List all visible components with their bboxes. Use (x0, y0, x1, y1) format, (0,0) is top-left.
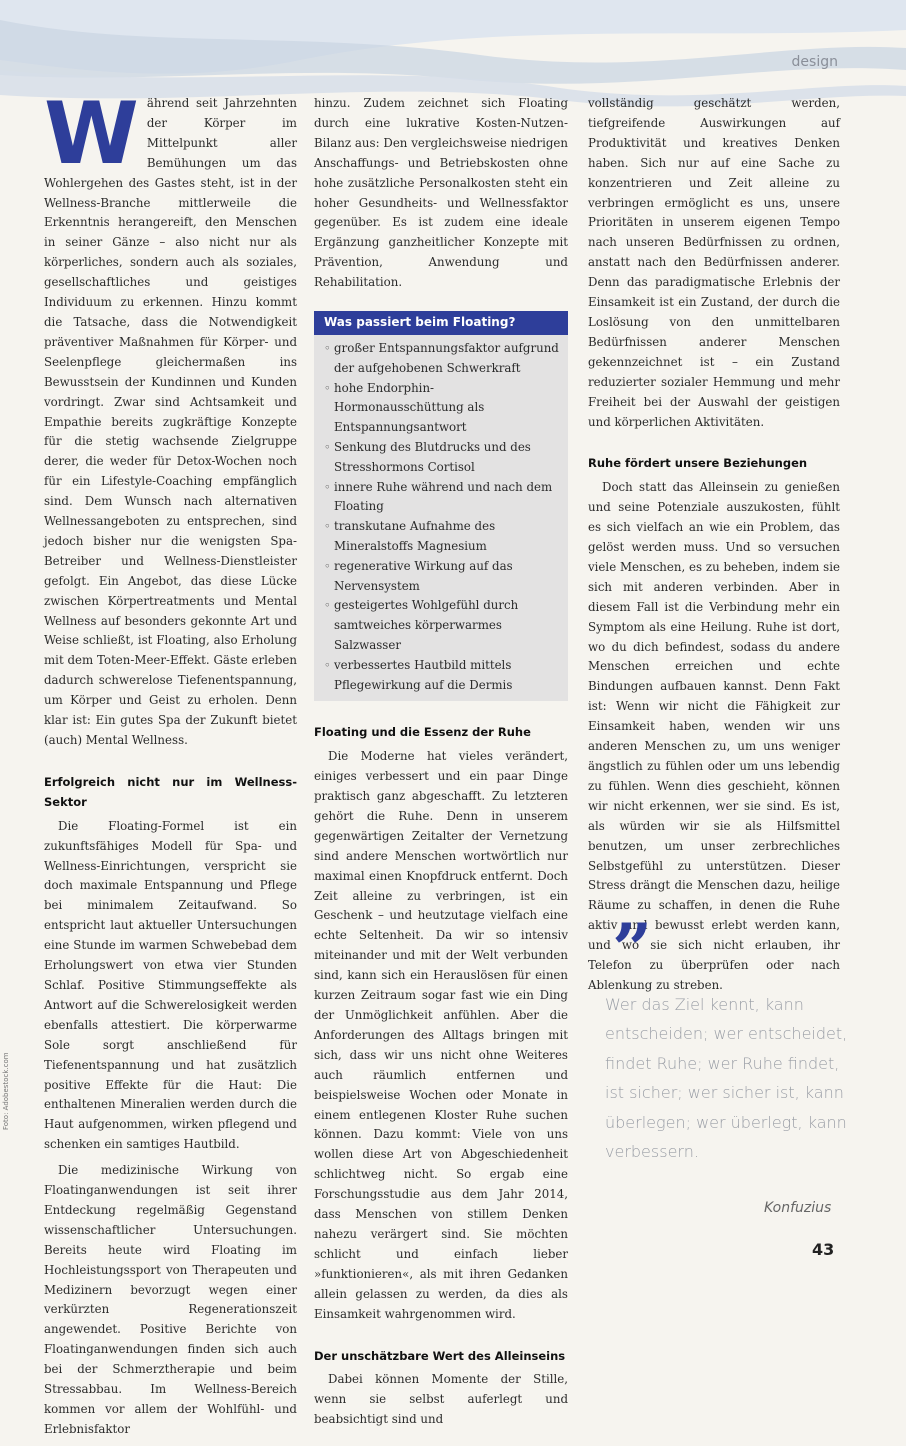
list-item: ◦ großer Entspannungsfaktor aufgrund der aufgehobenen Schwerkraft (324, 339, 560, 379)
list-item: ◦ verbessertes Hautbild mittels Pflegewirkung auf die Dermis (324, 656, 560, 696)
paragraph: Dabei können Momente der Stille, wenn sie selbst auferlegt und beabsichtigt sind und (314, 1372, 568, 1427)
paragraph: Die Floating-Formel ist ein zukunftsfähiges Modell für Spa- und Wellness-Einrichtungen, verspricht sie doch maximale Entspannung und Pflege bei minimalem Zeitaufwand. So entspricht laut aktueller Untersuchungen eine Stunde im warmen Schwebebad dem Erholungswert von etwa vier Stunden Schlaf. Positive Stimmungseffekte als Antwort auf die Schwerelosigkeit werden ebenfalls attestiert. Die körperwarme Sole sorgt anschließend für Tiefenentspannung und hat zusätzlich positive Effekte für die Haut: Die enthaltenen Mineralien werden durch die Haut aufgenommen, wirken pflegend und schenken ein samtiges Hautbild. (44, 818, 297, 1152)
paragraph: hinzu. Zudem zeichnet sich Floating durch eine lukrative Kosten-Nutzen-Bilanz aus: Den vergleichsweise niedrigen Anschaffungs- und Betriebskosten ohne hohe zusätzliche Personalkosten steht ein hoher Gesundheits- und Wellnessfaktor gegenüber. Es ist zudem eine ideale Ergänzung ganzheitlicher Konzepte mit Prävention, Anwendung und Rehabilitation. (314, 96, 568, 290)
heading-alleinsein: Der unschätzbare Wert des Alleinseins (314, 1348, 566, 1363)
list-item: ◦ gesteigertes Wohlgefühl durch samtweiches körperwarmes Salzwasser (324, 596, 560, 655)
list-item: ◦ transkutane Aufnahme des Mineralstoffs Magnesium (324, 517, 560, 557)
heading-beziehungen: Ruhe fördert unsere Beziehungen (588, 456, 808, 471)
heading-essenz-der-ruhe: Floating und die Essenz der Ruhe (314, 725, 531, 740)
dropcap: W (44, 84, 139, 184)
list-item: ◦ regenerative Wirkung auf das Nervensystem (324, 557, 560, 597)
intro-text: ährend seit Jahrzehnten der Körper im Mittelpunkt aller Bemühungen um das Wohlergehen des Gastes steht, ist in der Wellness-Branche mittlerweile die Erkenntnis herangereift, den Menschen in seiner Gänze – also nicht nur als körperliches, sondern auch als soziales, gesellschaftliches und geistiges Individuum zu erkennen. Hinzu kommt die Tatsache, dass die Notwendigkeit präventiver Maßnahmen für Körper- und Seelenpflege gleichermaßen ins Bewusstsein der Kundinnen und Kunden vordringt. Zwar sind Achtsamkeit und Empathie bereits zugkräftige Konzepte für die stetig wachsende Zielgruppe derer, die weder für Detox-Wochen noch für ein Lifestyle-Coaching empfänglich sind. Dem Wunsch nach alternativen Wellnessangeboten zu entsprechen, sind jedoch bisher nur die wenigsten Spa-Betreiber und Wellness-Dienstleister gefolgt. Ein Angebot, das diese Lücke zwischen Körpertreatments und Mental Wellness auf besonders gekonnte Art und Weise schließt, ist Floating, also Erholung mit dem Toten-Meer-Effekt. Gäste erleben dadurch schwerelose Tiefenentspannung, um Körper und Geist zu erholen. Denn klar ist: Ein gutes Spa der Zukunft bietet (auch) Mental Wellness. (44, 96, 297, 747)
info-box-list (314, 339, 568, 695)
paragraph: Doch statt das Alleinsein zu genießen und seine Potenziale auszukosten, fühlt es sich vielfach an wie ein Problem, das gelöst werden muss. Und so versuchen viele Menschen, es zu beheben, indem sie sich mit anderen verbinden. Aber in diesem Fall ist die Verbindung mehr ein Symptom als eine Heilung. Ruhe ist dort, wo du dich befindest, sodass du andere Menschen erreichen und echte Bindungen aufbauen kannst. Denn Fakt ist: Wenn wir nicht die Fähigkeit zur Einsamkeit haben, wenden wir uns anderen Menschen zu, um uns weniger ängstlich zu fühlen oder um uns lebendig zu fühlen. Wenn dies geschieht, können wir nicht erkennen, wer sie sind. Es ist, als würden wir sie als Hilfsmittel benutzen, um unser zerbrechliches Selbstgefühl zu unterstützen. Dieser Stress drängt die Menschen dazu, heilige Räume zu schaffen, in denen die Ruhe aktiv und bewusst erlebt werden kann, und wo sie sich nicht erlauben, ihr Telefon zu überprüfen oder nach Ablenkung zu streben. (588, 480, 840, 992)
list-item: ◦ Senkung des Blutdrucks und des Stresshormons Cortisol (324, 438, 560, 478)
list-item: ◦ hohe Endorphin-Hormonausschüttung als Entspannungsantwort (324, 379, 560, 438)
column-2 (314, 94, 568, 1436)
info-box (314, 311, 568, 701)
paragraph: Die medizinische Wirkung von Floatinganwendungen ist seit ihrer Entdeckung regelmäßig Gegenstand wissenschaftlicher Untersuchungen. Bereits heute wird Floating im Hochleistungssport von Therapeuten und Medizinern bevorzugt wegen einer verkürzten Regenerationszeit angewendet. Positive Berichte von Floatinganwendungen finden sich auch bei der Schmerztherapie und beim Stressabbau. Im Wellness-Bereich kommen vor allem der Wohlfühl- und Erlebnisfaktor (44, 1163, 297, 1436)
paragraph: vollständig geschätzt werden, tiefgreifende Auswirkungen auf Produktivität und kreatives Denken haben. Sich nur auf eine Sache zu konzentrieren und Zeit alleine zu verbringen ermöglicht es uns, unsere Prioritäten in unserem eigenen Tempo nach unseren Bedürfnissen zu ordnen, anstatt nach den Bedürfnissen anderer. Denn das paradigmatische Erlebnis der Einsamkeit ist ein Zustand, der durch die Loslösung von den unmittelbaren Bedürfnissen anderer Menschen gekennzeichnet ist – ein Zustand reduzierter sozialer Hemmung und mehr Freiheit bei der Auswahl der geistigen und körperlichen Aktivitäten. (588, 96, 840, 429)
section-tag: design (791, 54, 838, 70)
list-item: ◦ innere Ruhe während und nach dem Floating (324, 478, 560, 518)
pull-quote: Wer das Ziel kennt, kann entscheiden; wer entscheidet, findet Ruhe; wer Ruhe findet, ist sicher; wer sicher ist, kann überlegen; wer überlegt, kann verbessern. (605, 995, 848, 1162)
heading-wellness-sektor: Erfolgreich nicht nur im Wellness-Sektor (44, 774, 297, 809)
column-1 (44, 84, 297, 1446)
photo-credit: Foto: Adobestock.com (2, 1052, 10, 1130)
paragraph: Die Moderne hat vieles verändert, einiges verbessert und ein paar Dinge praktisch ganz abgeschafft. Zu letzteren gehört die Ruhe. Denn in unserem gegenwärtigen Zeitalter der Vernetzung sind andere Menschen wortwörtlich nur maximal einen Knopfdruck entfernt. Doch Zeit alleine zu verbringen, ist ein Geschenk – und heutzutage vielfach eine echte Seltenheit. Da wir so intensiv miteinander und mit der Welt verbunden sind, kann sich ein Herauslösen für einen kurzen Zeitraum sogar fast wie ein Ding der Unmöglichkeit anfühlen. Aber die Anforderungen des Alltags bringen mit sich, dass wir uns nicht ohne Weiteres auch räumlich entfernen und beispielsweise Wochen oder Monate in einem entlegenen Kloster Ruhe suchen können. Dazu kommt: Viele von uns wollen diese Art von Abgeschiedenheit schlichtweg nicht. So ergab eine Forschungsstudie aus dem Jahr 2014, dass Menschen von stillem Denken nahezu verärgert sind. Sie möchten schlicht und einfach lieber »funktionieren«, als mit ihren Gedanken allein gelassen zu werden, da dies als Einsamkeit wahrgenommen wird. (314, 749, 568, 1321)
intro-paragraph (44, 84, 297, 751)
page-number: 43 (812, 1240, 835, 1259)
info-box-title: Was passiert beim Floating? (314, 311, 568, 335)
quote-mark-icon: ” (612, 908, 653, 991)
quote-author: Konfuzius (764, 1200, 832, 1216)
column-3 (588, 94, 840, 1002)
